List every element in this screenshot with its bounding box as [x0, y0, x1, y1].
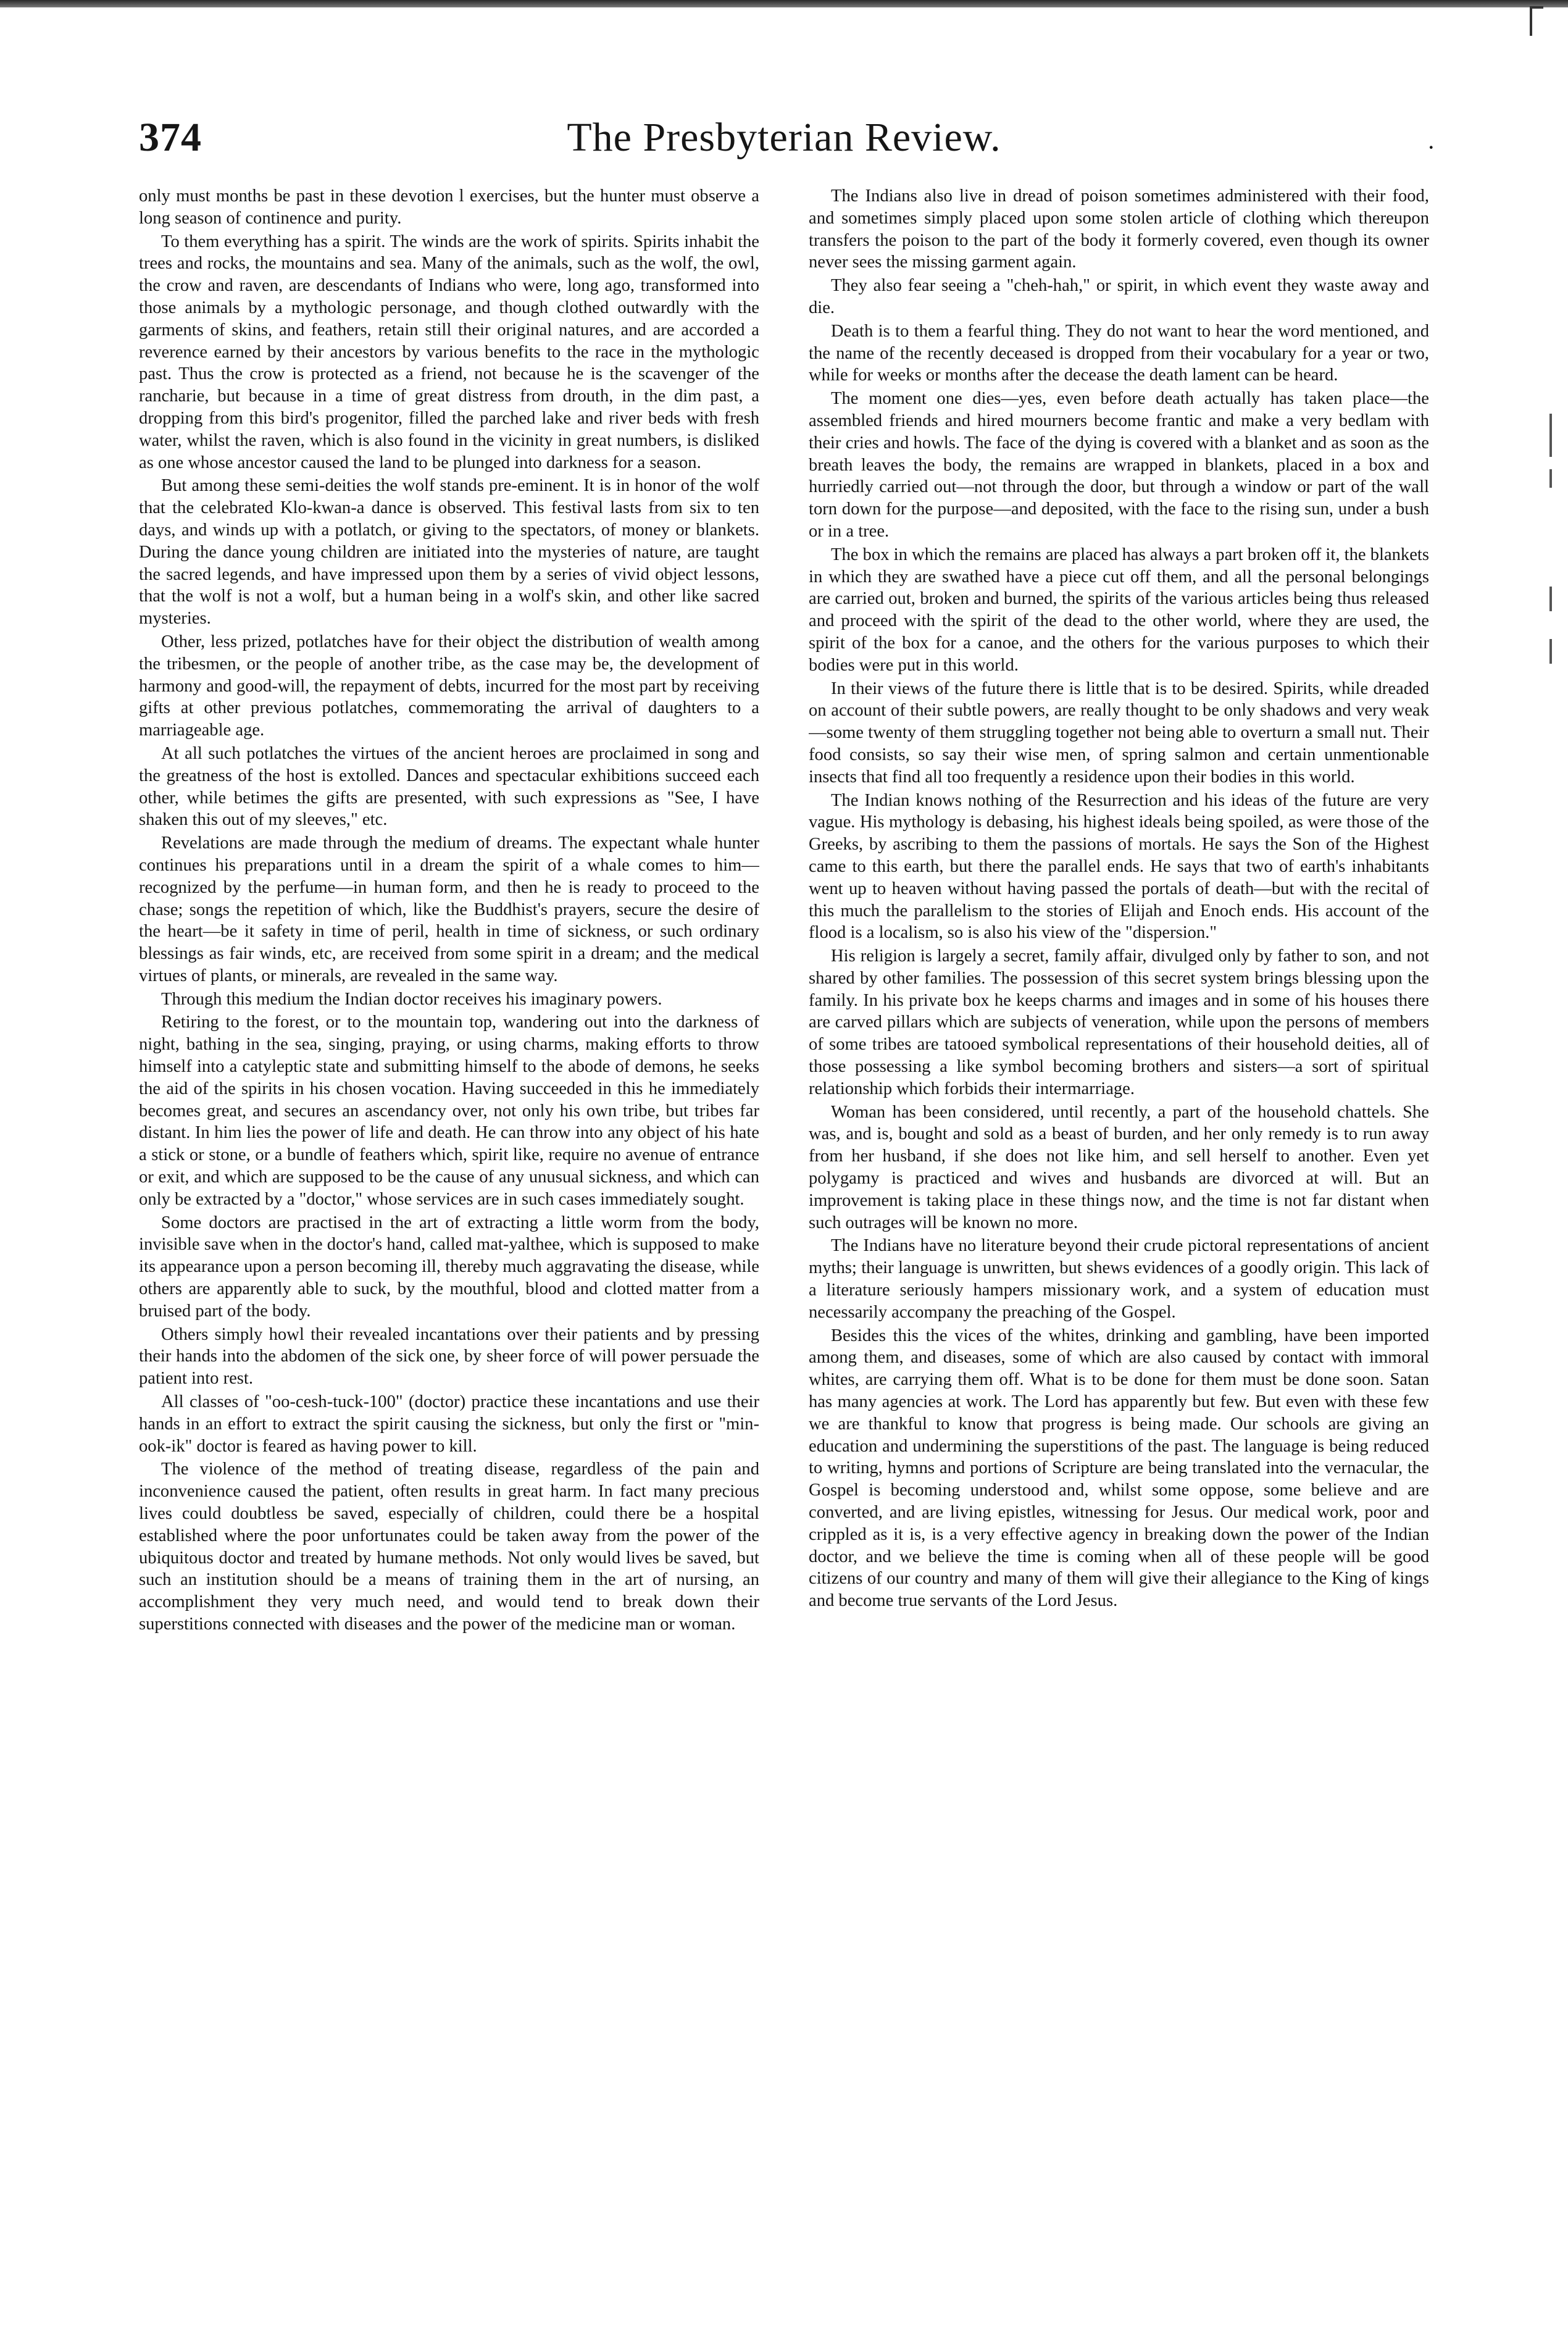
margin-rule — [1549, 469, 1552, 488]
paragraph: But among these semi-deities the wolf stands pre-eminent. It is in honor of the wolf that the celebrated Klo-kwan-a dance is observed. This festival lasts from six to ten days, and winds up with a potlatch, or giving to the spectators, of money or blankets. During the dance young children are initiated into the mysteries of nature, are taught the sacred legends, and have impressed upon them by a series of vivid object lessons, that the wolf is not a wolf, but a human being in a wolf's skin, and other like sacred mysteries. — [139, 476, 759, 629]
paragraph: At all such potlatches the virtues of the ancient heroes are proclaimed in song and the greatness of the host is extolled. Dances and spectacular exhibitions succeed each other, while betimes the gifts are presented, with such expressions as "See, I have shaken this out of my sleeves," etc. — [139, 743, 759, 830]
paragraph: Other, less prized, potlatches have for their object the distribution of wealth among the tribesmen, or the people of another tribe, as the case may be, the development of harmony and good-will, the repayment of debts, incurred for the most part by receiving gifts at other previous potlatches, commemorating the arrival of daughters to a marriageable age. — [139, 632, 759, 740]
paragraph: The Indians have no literature beyond their crude pictoral representations of ancient myths; their language is unwritten, but shews evidences of a goodly origin. This lack of a literature seriously hampers missionary work, and a system of education must necessarily accompany the preaching of the Gospel. — [809, 1236, 1429, 1322]
paragraph: Besides this the vices of the whites, drinking and gambling, have been imported among them, and diseases, some of which are also caused by contact with immoral whites, are carrying them off. What is to be done for them must be done soon. Satan has many agencies at work. The Lord has apparently but few. But even with these few we are thankful to know that progress is being made. Our schools are giving an education and undermining the superstitions of the past. The language is being reduced to writing, hymns and portions of Scripture are being translated into the vernacular, the Gospel is becoming understood and, whilst some oppose, some believe and are converted, and are living epistles, witnessing for Jesus. Our medical work, poor and crippled as it is, is a very effective agency in breaking down the power of the Indian doctor, and we believe the time is coming when all of these people will be good citizens of our country and many of them will give their allegiance to the King of kings and become true servants of the Lord Jesus. — [809, 1326, 1429, 1611]
paragraph: To them everything has a spirit. The winds are the work of spirits. Spirits inhabit the trees and rocks, the mountains and sea. Many of the animals, such as the wolf, the owl, the crow and raven, are descendants of Indians who were, long ago, transformed into those animals by a mythologic personage, and though clothed outwardly with the garments of skins, and feathers, retain still their original natures, and are accorded a reverence earned by their ancestors by various benefits to the race in the mythologic past. Thus the crow is protected as a friend, not because he is the scavenger of the rancharie, but because in a time of great distress from drouth, in the dim past, a dropping from this bird's progenitor, filled the parched lake and river beds with fresh water, whilst the raven, which is also found in the vicinity in great numbers, is disliked as one whose ancestor caused the land to be plunged into darkness for a season. — [139, 232, 759, 472]
scan-edge — [0, 0, 1568, 7]
paragraph: Revelations are made through the medium of dreams. The expectant whale hunter continues his preparations until in a dream the spirit of a whale comes to him—recognized by the perfume—in human form, and then he is ready to proceed to the chase; songs the repetition of which, like the Buddhist's prayers, secure the desire of the heart—be it safety in time of peril, health in time of sickness, or such ordinary blessings as fair winds, etc, are received from some spirit in a dream; and the medical virtues of plants, or minerals, are revealed in the same way. — [139, 833, 759, 985]
paragraph: Retiring to the forest, or to the mountain top, wandering out into the darkness of night, bathing in the sea, singing, praying, or using charms, making efforts to throw himself into a catyleptic state and submitting himself to the abode of demons, he seeks the aid of the spirits in his chosen vocation. Having succeeded in this he immediately becomes great, and secures an ascendancy over, not only his own tribe, but tribes far distant. In him lies the power of life and death. He can throw into any object of his hate a stick or stone, or a bundle of feathers which, spirit like, require no avenue of entrance or exit, and which are supposed to be the cause of any unusual sickness, and which can only be extracted by a "doctor," whose services are in such cases immediately sought. — [139, 1013, 759, 1209]
paragraph: The violence of the method of treating disease, regardless of the pain and inconvenience caused the patient, often results in great harm. In fact many precious lives could doubtless be saved, especially of children, could there be a hospital established where the poor unfortunates could be taken away from the power of the ubiquitous doctor and treated by humane methods. Not only would lives be saved, but such an institution should be a means of training them in the art of nursing, an accomplishment they very much need, and would tend to break down their superstitions connected with diseases and the power of the medicine man or woman. — [139, 1460, 759, 1634]
margin-rule — [1549, 587, 1552, 611]
left-column — [139, 185, 759, 2284]
paragraph: All classes of "oo-cesh-tuck-100" (doctor) practice these incantations and use their hands in an effort to extract the spirit causing the sickness, but only the first or "min-ook-ik" doctor is feared as having power to kill. — [139, 1392, 759, 1456]
paragraph: The Indian knows nothing of the Resurrection and his ideas of the future are very vague. His mythology is debasing, his highest ideals being spoiled, as were those of the Greeks, by ascribing to them the passions of mortals. He says the Son of the Highest came to this earth, but there the parallel ends. He says that two of earth's inhabitants went up to heaven without having passed the portals of death—but with the recital of this much the parallelism to the stories of Elijah and Enoch ends. His account of the flood is a localism, so is also his view of the "dispersion." — [809, 790, 1429, 943]
margin-rule — [1549, 414, 1552, 457]
paragraph: only must months be past in these devotion l exercises, but the hunter must observe a long season of continence and purity. — [139, 186, 759, 228]
page-number: 374 — [139, 115, 202, 160]
paragraph: Others simply howl their revealed incantations over their patients and by pressing their hands into the abdomen of the sick one, by sheer force of will power persuade the patient into rest. — [139, 1324, 759, 1389]
margin-rule — [1549, 639, 1552, 664]
scan-mark — [1530, 6, 1543, 36]
paragraph: The moment one dies—yes, even before death actually has taken place—the assembled friends and hired mourners become frantic and make a very bedlam with their cries and howls. The face of the dying is covered with a blanket and as soon as the breath leaves the body, the remains are wrapped in blankets, placed in a box and hurriedly carried out—not through the door, but through a window or part of the wall torn down for the purpose—and deposited, with the face to the rising sun, under a bush or in a tree. — [809, 389, 1429, 541]
paragraph: Woman has been considered, until recently, a part of the household chattels. She was, and is, bought and sold as a beast of burden, and her only remedy is to run away from her husband, if she does not like him, and sell herself to another. Even yet polygamy is practiced and wives and husbands are divorced at will. But an improvement is taking place in these things now, and the time is not far distant when such outrages will be known no more. — [809, 1102, 1429, 1232]
right-column — [809, 185, 1429, 2284]
paragraph: Death is to them a fearful thing. They do not want to hear the word mentioned, and the name of the recently deceased is dropped from their vocabulary for a year or two, while for weeks or months after the decease the death lament can be heard. — [809, 321, 1429, 385]
paragraph: In their views of the future there is little that is to be desired. Spirits, while dreaded on account of their subtle powers, are really thought to be only shadows and very weak—some twenty of them struggling together not being able to overturn a small nut. Their food consists, so say their wise men, of spring salmon and certain unmentionable insects that find all too frequently a residence upon their bodies in this world. — [809, 679, 1429, 787]
paragraph: They also fear seeing a "cheh-hah," or spirit, in which event they waste away and die. — [809, 276, 1429, 317]
paragraph: Some doctors are practised in the art of extracting a little worm from the body, invisible save when in the doctor's hand, called mat-yalthee, which is supposed to make its appearance upon a person becoming ill, thereby much aggravating the disease, while others are apparently able to suck, by the mouthful, blood and clotted matter from a bruised part of the body. — [139, 1213, 759, 1321]
article-body — [139, 185, 1429, 2284]
paragraph: His religion is largely a secret, family affair, divulged only by father to son, and not shared by other families. The possession of this secret system brings blessing upon the family. In his private box he keeps charms and images and in some of his houses there are carved pillars which are subjects of veneration, while upon the persons of members of some tribes are tatooed symbolical representations of their household deities, all of those possessing a like symbol becoming brothers and sisters—a sort of spiritual relationship which forbids their intermarriage. — [809, 946, 1429, 1098]
header-mark: · — [1427, 133, 1435, 161]
page-header — [139, 108, 1435, 164]
paragraph: The Indians also live in dread of poison sometimes administered with their food, and sometimes simply placed upon some stolen article of clothing which thereupon transfers the poison to the part of the body it formerly covered, even though its owner never sees the missing garment again. — [809, 186, 1429, 272]
running-title: The Presbyterian Review. — [567, 115, 1001, 160]
paragraph: Through this medium the Indian doctor receives his imaginary powers. — [161, 989, 662, 1009]
paragraph: The box in which the remains are placed has always a part broken off it, the blankets in which they are swathed have a piece cut off them, and all the personal belongings are carried out, broken and burned, the spirits of the various articles being thus released and proceed with the spirit of the dead to the other world, where they are used, the spirit of the box for a canoe, and the others for the various purposes to which their bodies were put in this world. — [809, 545, 1429, 675]
